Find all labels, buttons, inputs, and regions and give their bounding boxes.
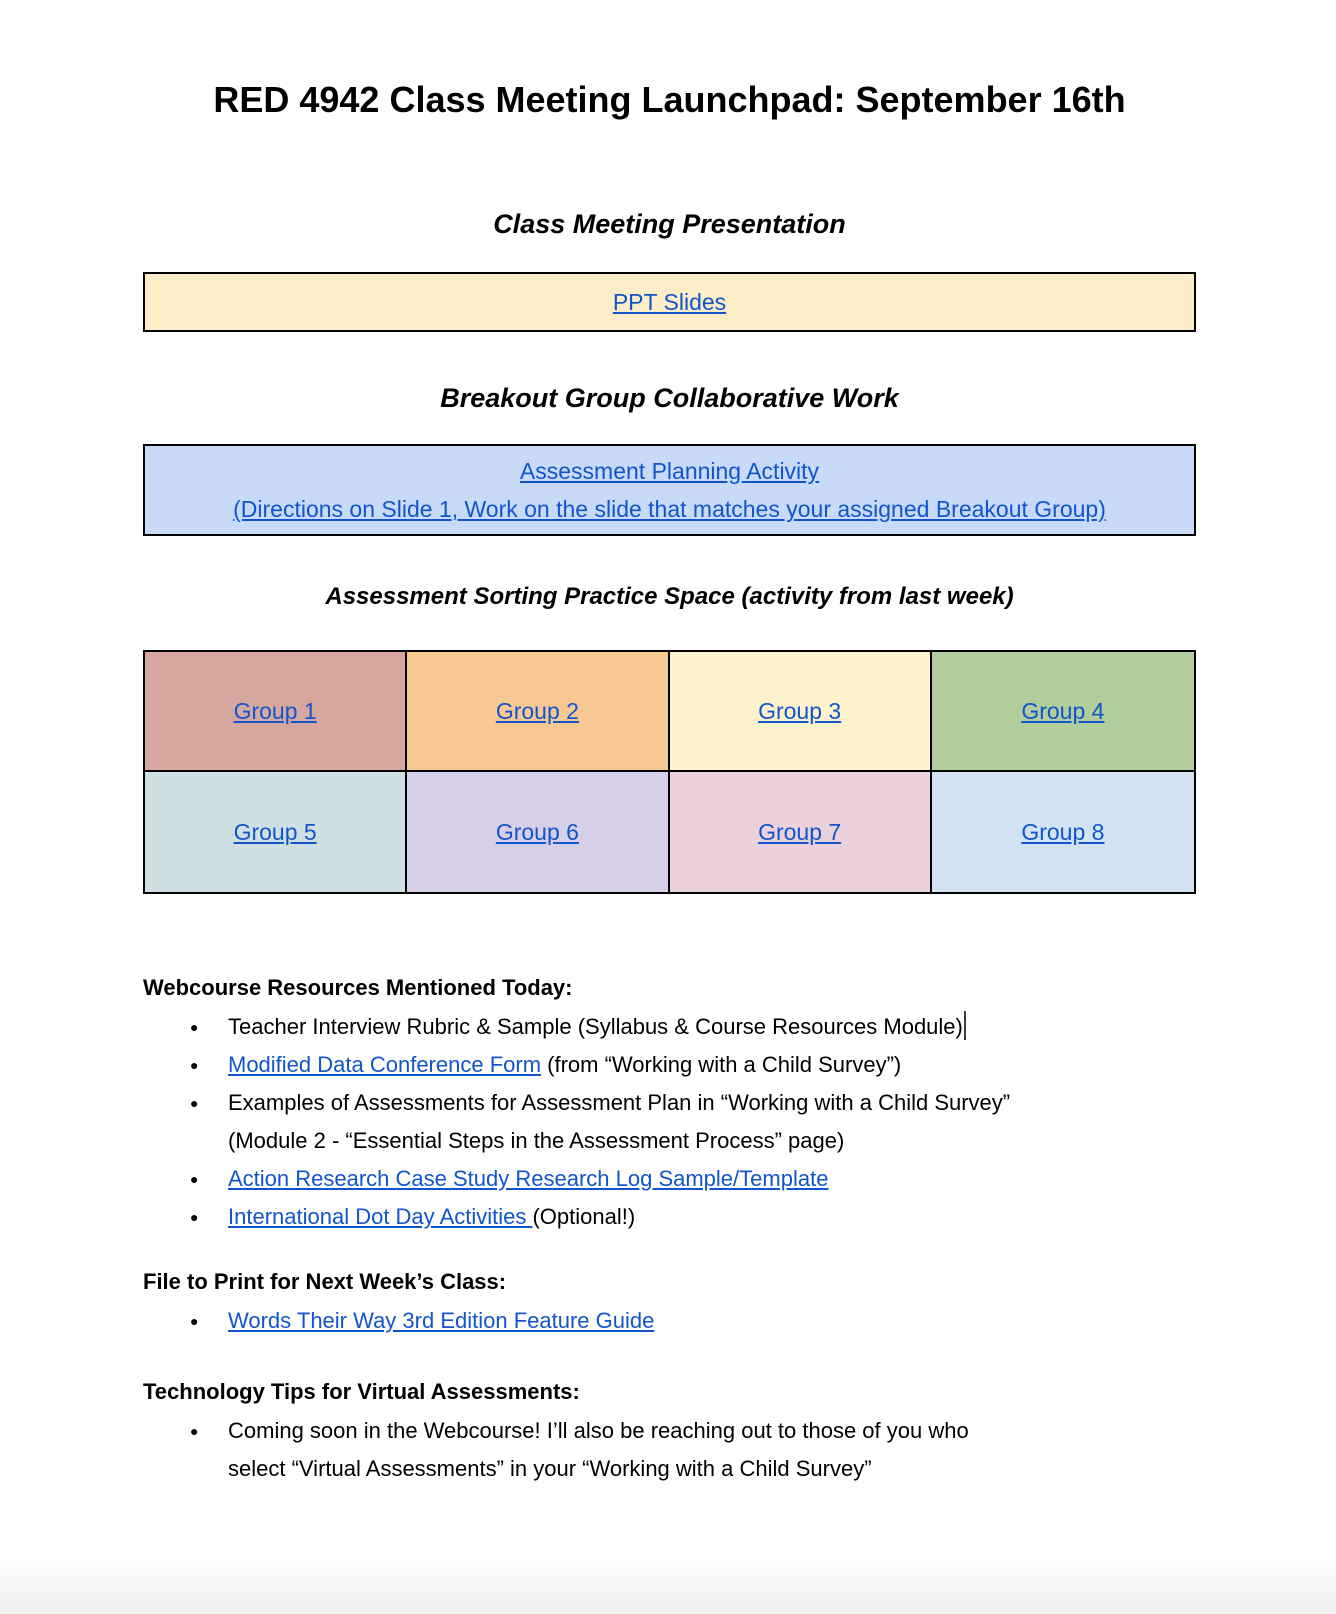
file-to-print-heading: File to Print for Next Week’s Class: [143,1269,507,1294]
group-6-link[interactable]: Group 6 [495,818,579,845]
breakout-heading: Breakout Group Collaborative Work [440,383,899,413]
technology-tips-heading: Technology Tips for Virtual Assessments: [143,1379,580,1404]
list-item [228,1084,1124,1160]
action-research-log-link[interactable]: Action Research Case Study Research Log Sample/Template [228,1166,829,1191]
assessment-planning-box [143,444,1196,536]
list-item [228,1412,1124,1488]
list-item [228,1008,1124,1046]
group-3-link[interactable]: Group 3 [758,697,842,724]
modified-data-conference-form-link[interactable]: Modified Data Conference Form [228,1052,542,1077]
page-bottom-fade [0,1556,1336,1614]
group-3-cell [670,652,932,772]
group-5-cell [145,772,407,892]
assessment-planning-directions-link[interactable]: (Directions on Slide 1, Work on the slide that matches your assigned Breakout Group) [233,496,1106,522]
list-item [228,1046,1124,1084]
group-8-cell [932,772,1194,892]
presentation-heading: Class Meeting Presentation [493,209,846,239]
assessment-planning-link[interactable]: Assessment Planning Activity [519,458,820,484]
group-8-link[interactable]: Group 8 [1021,818,1105,845]
group-7-cell [670,772,932,892]
ppt-slides-box [143,272,1196,332]
group-1-cell [145,652,407,772]
tech-tip-text-line1: Coming soon in the Webcourse! I’ll also be reaching out to those of you who [228,1418,969,1443]
sorting-heading: Assessment Sorting Practice Space (activity from last week) [325,583,1014,610]
text-cursor [964,1011,966,1040]
group-4-cell [932,652,1194,772]
group-table [143,650,1196,894]
group-4-link[interactable]: Group 4 [1021,697,1105,724]
teacher-interview-rubric-text: Teacher Interview Rubric & Sample (Syllabus & Course Resources Module) [228,1014,963,1039]
examples-of-assessments-text-line1: Examples of Assessments for Assessment Plan in “Working with a Child Survey” [228,1090,1011,1115]
group-7-link[interactable]: Group 7 [758,818,842,845]
group-5-link[interactable]: Group 5 [233,818,317,845]
group-6-cell [407,772,669,892]
words-their-way-guide-link[interactable]: Words Their Way 3rd Edition Feature Guide [228,1308,655,1333]
dot-day-optional-note: (Optional!) [532,1204,636,1229]
webcourse-resources-heading: Webcourse Resources Mentioned Today: [143,975,573,1000]
dot-day-activities-link[interactable]: International Dot Day Activities [228,1204,533,1229]
tech-tip-text-line2: select “Virtual Assessments” in your “Working with a Child Survey” [228,1456,872,1481]
group-1-link[interactable]: Group 1 [233,697,317,724]
group-2-link[interactable]: Group 2 [495,697,579,724]
technology-tips-list [143,1412,1196,1488]
list-item [228,1160,1124,1198]
webcourse-resources-list [143,1008,1196,1236]
ppt-slides-link[interactable]: PPT Slides [612,289,727,315]
group-2-cell [407,652,669,772]
page-title: RED 4942 Class Meeting Launchpad: September 16th [213,79,1126,120]
list-item [228,1302,1124,1340]
modified-data-conference-form-note: (from “Working with a Child Survey”) [541,1052,902,1077]
examples-of-assessments-text-line2: (Module 2 - “Essential Steps in the Assessment Process” page) [228,1128,845,1153]
file-to-print-list [143,1302,1196,1340]
list-item [228,1198,1124,1236]
document-page [0,78,1336,1488]
